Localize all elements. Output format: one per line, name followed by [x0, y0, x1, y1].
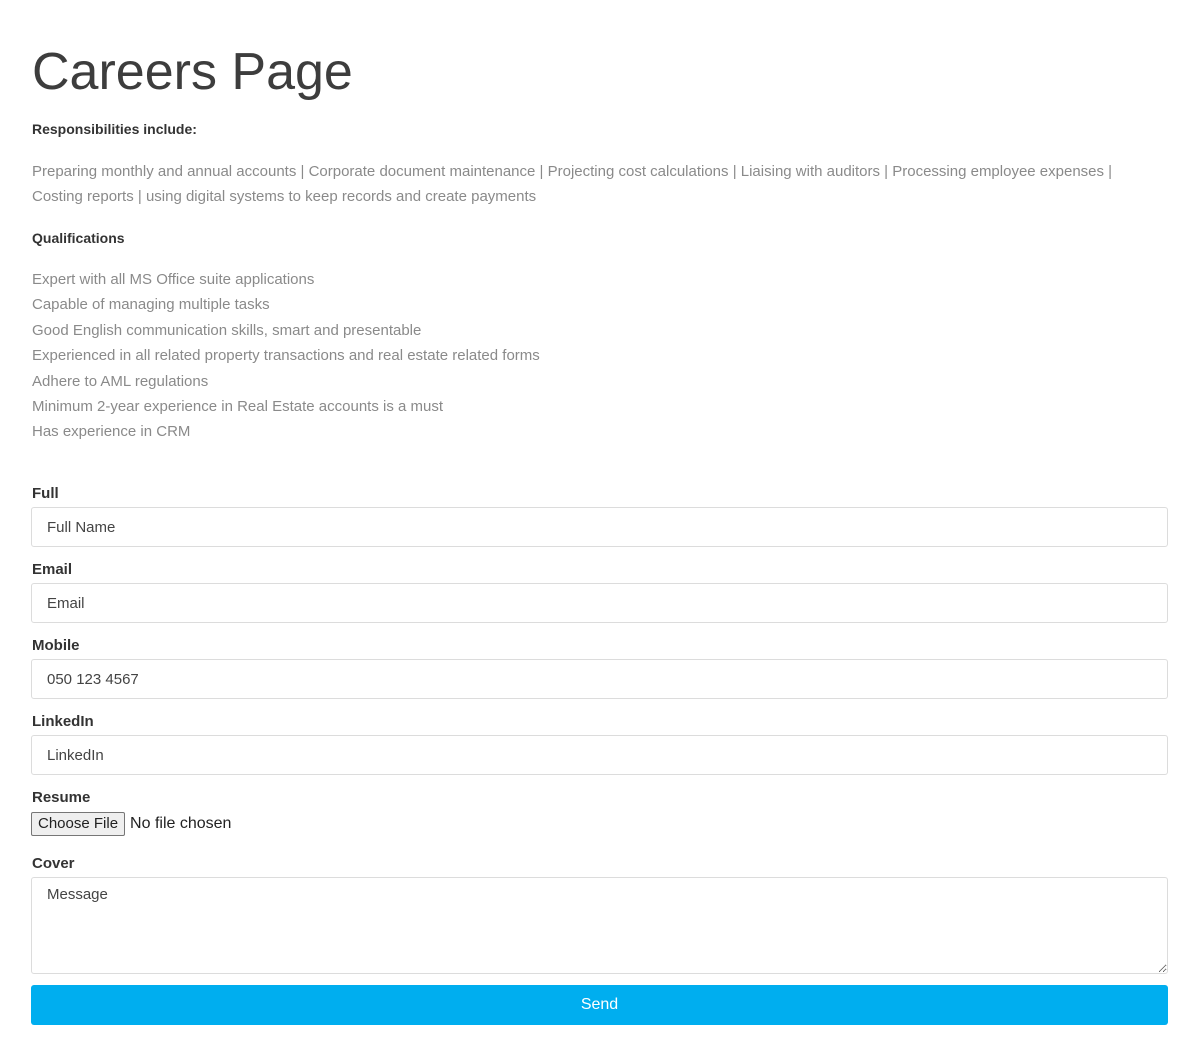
qualification-item: Capable of managing multiple tasks [32, 296, 270, 314]
qualifications-list [32, 267, 540, 445]
qualification-item: Has experience in CRM [32, 423, 191, 441]
mobile-label: Mobile [32, 637, 80, 654]
responsibilities-heading: Responsibilities include: [32, 121, 197, 137]
email-input[interactable] [31, 583, 1168, 623]
full-name-input[interactable] [31, 507, 1168, 547]
email-label: Email [32, 561, 73, 578]
responsibilities-line: Preparing monthly and annual accounts | Corporate document maintenance | Projecting cost calculations | Liaising with auditors | Processing employee expenses | [32, 163, 1113, 180]
qualifications-heading: Qualifications [32, 230, 125, 246]
full-name-label: Full [32, 485, 59, 502]
responsibilities-text [32, 159, 1172, 209]
qualification-item: Minimum 2-year experience in Real Estate accounts is a must [32, 398, 444, 416]
qualification-item: Expert with all MS Office suite applications [32, 271, 315, 288]
file-status-text: No file chosen [130, 815, 232, 832]
linkedin-input[interactable] [31, 735, 1168, 775]
page-title: Careers Page [32, 43, 353, 101]
qualification-item: Adhere to AML regulations [32, 372, 209, 390]
send-button[interactable]: Send [31, 985, 1168, 1025]
cover-label: Cover [32, 855, 75, 872]
resume-file-picker [31, 812, 231, 836]
responsibilities-line: Costing reports | using digital systems to keep records and create payments [32, 188, 537, 205]
qualification-item: Experienced in all related property transactions and real estate related forms [32, 347, 540, 365]
resume-label: Resume [32, 789, 91, 806]
mobile-input[interactable] [31, 659, 1168, 699]
qualification-item: Good English communication skills, smart and presentable [32, 321, 422, 339]
choose-file-button[interactable]: Choose File [31, 812, 125, 836]
linkedin-label: LinkedIn [32, 713, 94, 730]
cover-message-textarea[interactable] [31, 877, 1168, 974]
